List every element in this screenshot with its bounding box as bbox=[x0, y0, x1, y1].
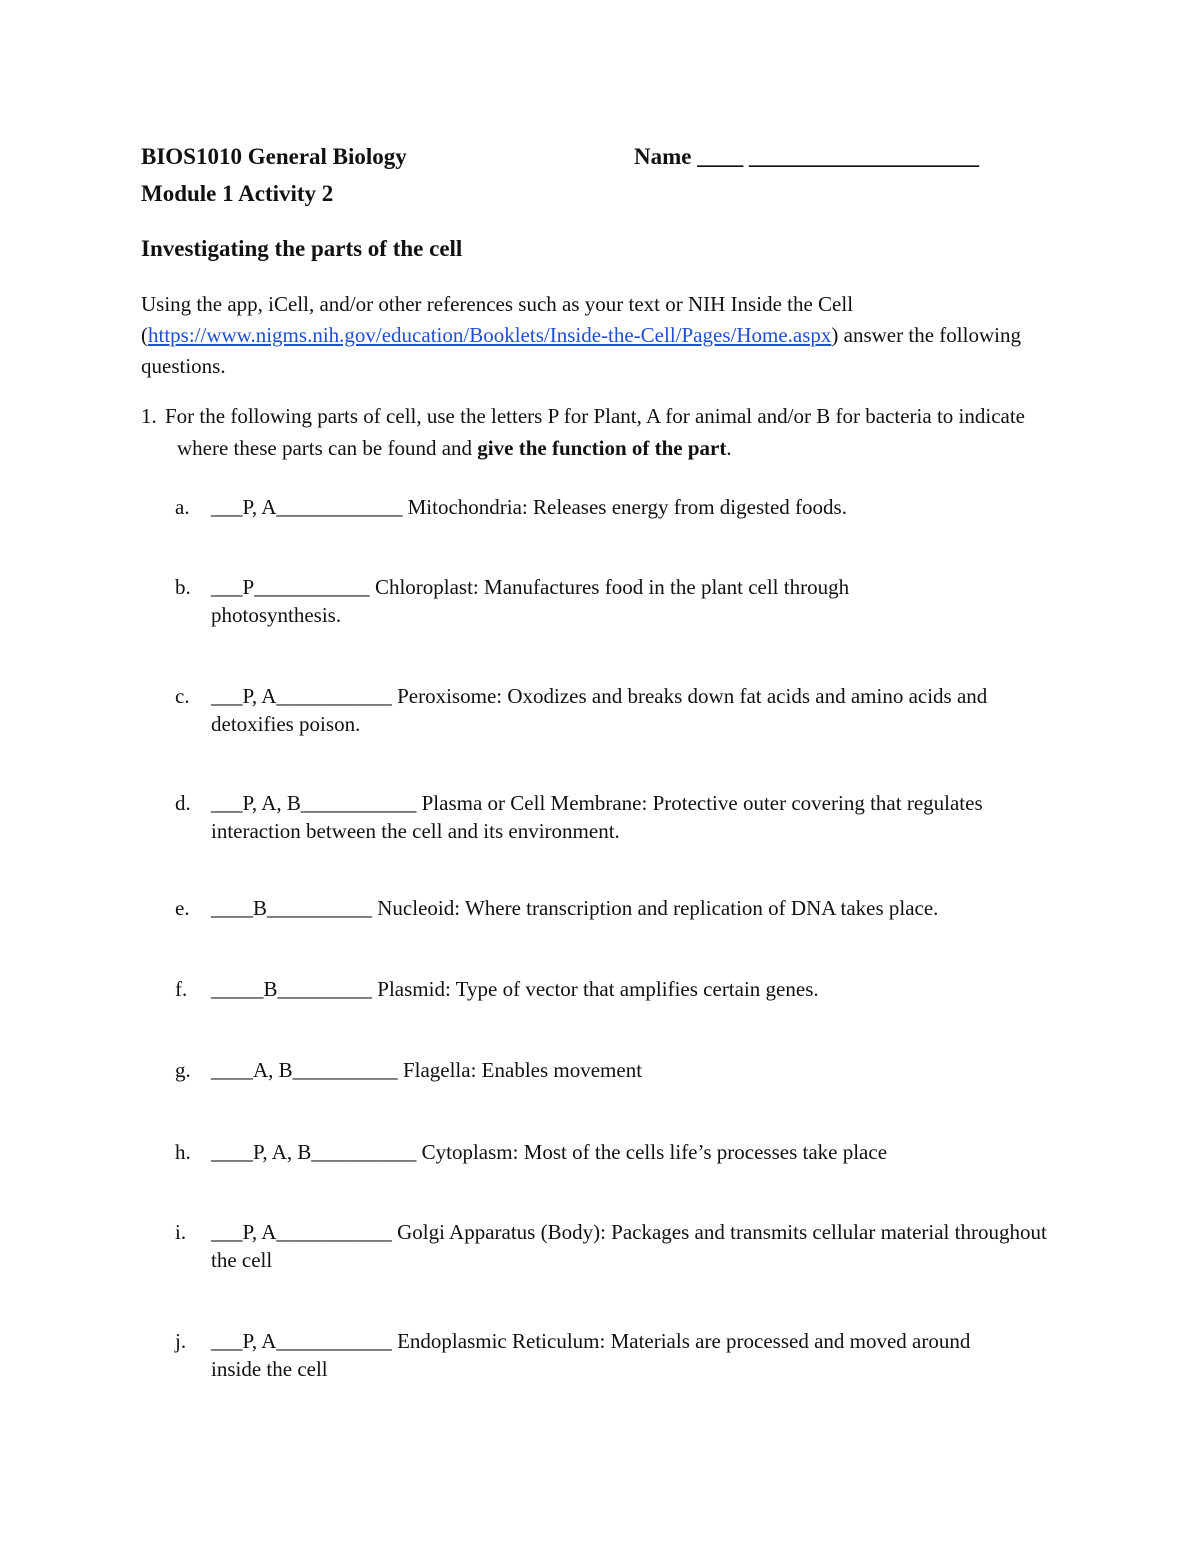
item-answer: ___P, A, B___________ bbox=[211, 791, 417, 815]
list-item bbox=[175, 789, 1065, 845]
item-description: Mitochondria: Releases energy from digested foods. bbox=[402, 495, 847, 519]
question-end: . bbox=[726, 436, 732, 460]
item-answer: ___P, A___________ bbox=[211, 684, 392, 708]
item-description: Chloroplast: Manufactures food in the plant cell through photosynthesis. bbox=[211, 575, 850, 627]
intro-text-start: Using the app, iCell, and/or other references such as your text or NIH Inside the Cell ( bbox=[141, 292, 854, 347]
item-description: Cytoplasm: Most of the cells life’s processes take place bbox=[416, 1140, 888, 1164]
item-description: Nucleoid: Where transcription and replication of DNA takes place. bbox=[372, 896, 939, 920]
list-item bbox=[175, 975, 1065, 1003]
list-item bbox=[175, 682, 1065, 738]
intro-text-end: ) answer the following questions. bbox=[141, 323, 1021, 378]
item-letter: d. bbox=[175, 791, 191, 815]
item-answer: _____B_________ bbox=[211, 977, 373, 1001]
name-field-label: Name ____ ____________________ bbox=[634, 144, 979, 169]
item-description: Plasma or Cell Membrane: Protective outer covering that regulates interaction between the cell and its environment. bbox=[211, 791, 983, 843]
item-letter: f. bbox=[175, 977, 188, 1001]
list-item bbox=[175, 1218, 1065, 1274]
list-item bbox=[175, 493, 1065, 521]
question-text: For the following parts of cell, use the letters P for Plant, A for animal and/or B for bacteria to indicate where these parts can be found and bbox=[165, 404, 1025, 460]
item-description: Plasmid: Type of vector that amplifies certain genes. bbox=[372, 977, 819, 1001]
item-letter: j. bbox=[175, 1329, 187, 1353]
module-title: Module 1 Activity 2 bbox=[141, 181, 334, 206]
question-1 bbox=[141, 400, 1061, 464]
item-description: Golgi Apparatus (Body): Packages and transmits cellular material throughout the cell bbox=[211, 1220, 1047, 1272]
item-description: Flagella: Enables movement bbox=[397, 1058, 643, 1082]
question-bold-text: give the function of the part bbox=[477, 436, 727, 460]
item-answer: ___P___________ bbox=[211, 575, 370, 599]
item-letter: b. bbox=[175, 575, 191, 599]
item-letter: i. bbox=[175, 1220, 187, 1244]
course-title: BIOS1010 General Biology bbox=[141, 144, 407, 169]
item-answer: ____A, B__________ bbox=[211, 1058, 398, 1082]
list-item bbox=[175, 1138, 1065, 1166]
item-description: Peroxisome: Oxodizes and breaks down fat acids and amino acids and detoxifies poison. bbox=[211, 684, 988, 736]
nih-link[interactable]: https://www.nigms.nih.gov/education/Booklets/Inside-the-Cell/Pages/Home.aspx bbox=[148, 323, 832, 347]
item-answer: ___P, A___________ bbox=[211, 1220, 392, 1244]
item-answer: ____P, A, B__________ bbox=[211, 1140, 417, 1164]
item-description: Endoplasmic Reticulum: Materials are processed and moved around inside the cell bbox=[211, 1329, 971, 1381]
item-letter: h. bbox=[175, 1140, 191, 1164]
intro-paragraph bbox=[141, 289, 1041, 382]
item-letter: g. bbox=[175, 1058, 191, 1082]
list-item bbox=[175, 573, 1065, 629]
list-item bbox=[175, 1056, 1065, 1084]
item-letter: a. bbox=[175, 495, 190, 519]
list-item bbox=[175, 1327, 1065, 1383]
list-item bbox=[175, 894, 1065, 922]
section-title: Investigating the parts of the cell bbox=[141, 236, 463, 261]
item-letter: e. bbox=[175, 896, 190, 920]
item-answer: ___P, A____________ bbox=[211, 495, 403, 519]
item-letter: c. bbox=[175, 684, 190, 708]
item-answer: ___P, A___________ bbox=[211, 1329, 392, 1353]
question-number: 1. bbox=[141, 404, 157, 428]
item-answer: ____B__________ bbox=[211, 896, 373, 920]
